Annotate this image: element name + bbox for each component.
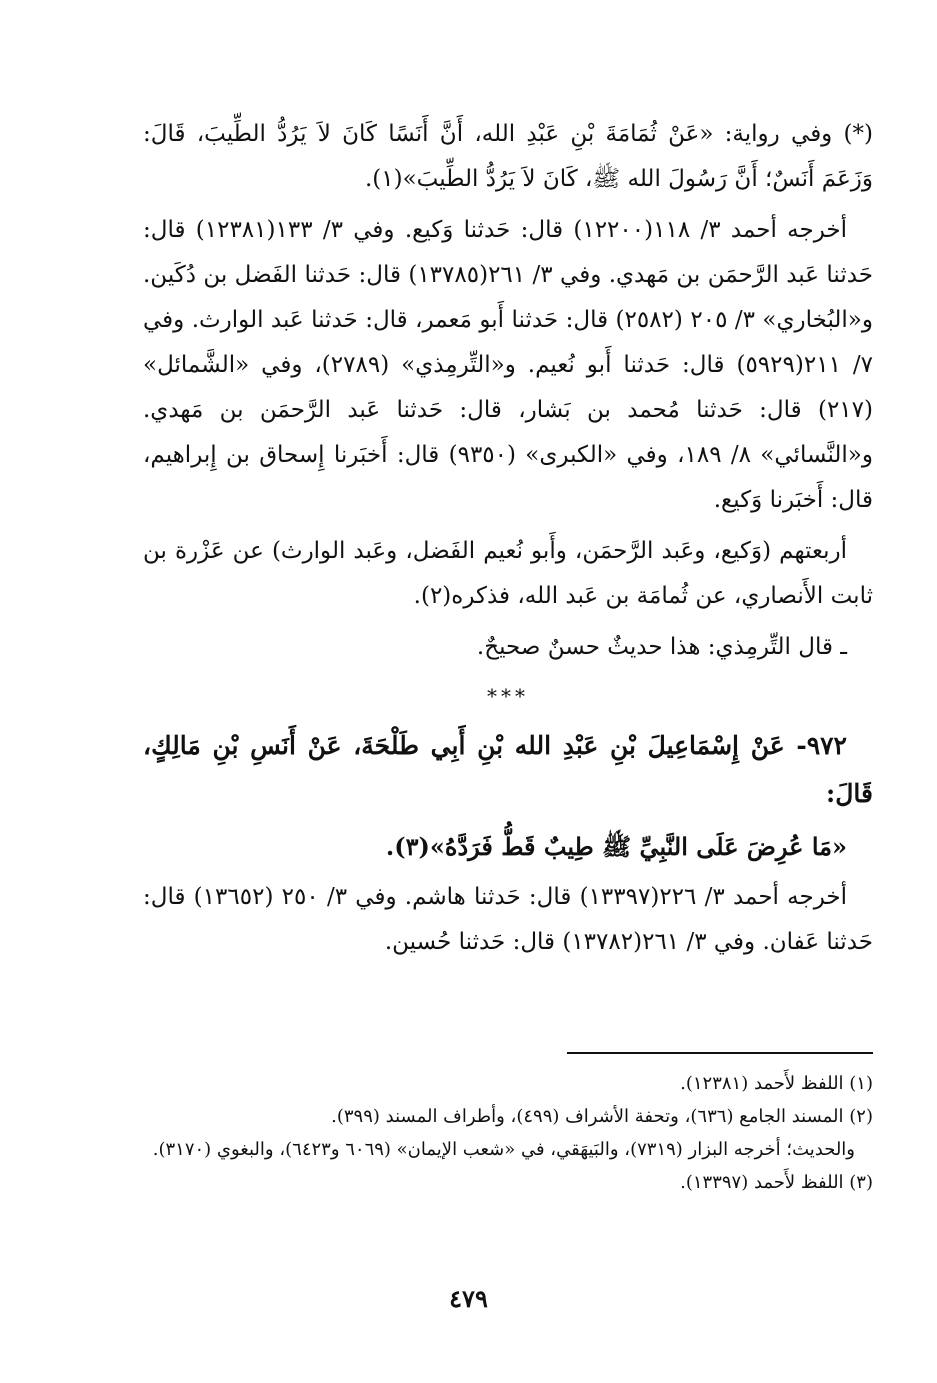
tirmidhi-grading: ـ قال التِّرمِذي: هذا حديثٌ حسنٌ صحيحٌ. (476, 634, 847, 660)
footnote-2-continuation: والحديث؛ أخرجه البزار (٧٣١٩)، والبَيهَقي، في «شعب الإيمان» (٦٠٦٩ و٦٤٢٣)، والبغوي (٣١٧٠). (152, 1139, 855, 1160)
page-number: ٤٧٩ (449, 1284, 488, 1313)
takhrij-paragraph-2: أخرجه أحمد ٣/ ٢٢٦(١٣٣٩٧) قال: حَدثنا هاشم. وفي ٣/ ٢٥٠ (١٣٦٥٢) قال: حَدثنا عَفان. وفي ٣/ ٢٦١(١٣٧٨٢) قال: حَدثنا حُسين. (143, 884, 873, 955)
hadith-variant-paragraph: (*) وفي رواية: «عَنْ ثُمَامَةَ بْنِ عَبْدِ الله، أَنَّ أَنَسًا كَانَ لاَ يَرُدُّ الطِّيبَ، قَالَ: وَزَعَمَ أَنَسٌ؛ أَنَّ رَسُولَ الله ﷺ، كَانَ لاَ يَرُدُّ الطِّيبَ»(١). (143, 121, 873, 192)
footnote-3: (٣) اللفظ لأَحمد (١٣٣٩٧). (680, 1172, 873, 1193)
footnote-1: (١) اللفظ لأَحمد (١٢٣٨١). (680, 1073, 873, 1094)
section-separator: *** (487, 684, 529, 708)
main-text (143, 112, 873, 971)
footnote-divider (567, 1052, 873, 1054)
footnotes (143, 1068, 873, 1200)
footnote-2: (٢) المسند الجامع (٦٣٦)، وتحفة الأشراف (٤٩٩)، وأطراف المسند (٣٩٩). (331, 1106, 873, 1127)
takhrij-paragraph: أخرجه أحمد ٣/ ١١٨(١٢٢٠٠) قال: حَدثنا وَكيع. وفي ٣/ ١٣٣(١٢٣٨١) قال: حَدثنا عَبد الرَّحمَن بن مَهدي. وفي ٣/ ٢٦١(١٣٧٨٥) قال: حَدثنا الفَضل بن دُكَين. و«البُخاري» ٣/ ٢٠٥ (٢٥٨٢) قال: حَدثنا أَبو مَعمر، قال: حَدثنا عَبد الوارث. وفي ٧/ ٢١١(٥٩٢٩) قال: حَدثنا أَبو نُعيم. و«التِّرمِذي» (٢٧٨٩)، وفي «الشَّمائل» (٢١٧) قال: حَدثنا مُحمد بن بَشار، قال: حَدثنا عَبد الرَّحمَن بن مَهدي. و«النَّسائي» ٨/ ١٨٩، وفي «الكبرى» (٩٣٥٠) قال: أَخبَرنا إِسحاق بن إِبراهيم، قال: أَخبَرنا وَكيع. (143, 217, 874, 513)
hadith-number-heading: ٩٧٢- عَنْ إِسْمَاعِيلَ بْنِ عَبْدِ الله بْنِ أَبِي طَلْحَةَ، عَنْ أَنَسِ بْنِ مَالِكٍ، قَالَ: (143, 731, 873, 808)
hadith-quote: «مَا عُرِضَ عَلَى النَّبِيِّ ﷺ طِيبٌ قَطُّ فَرَدَّهُ»(٣). (385, 832, 847, 861)
chain-summary-paragraph: أربعتهم (وَكيع، وعَبد الرَّحمَن، وأَبو نُعيم الفَضل، وعَبد الوارث) عن عَزْرة بن ثابت الأَنصاري، عن ثُمامَة بن عَبد الله، فذكره(٢). (143, 538, 873, 609)
